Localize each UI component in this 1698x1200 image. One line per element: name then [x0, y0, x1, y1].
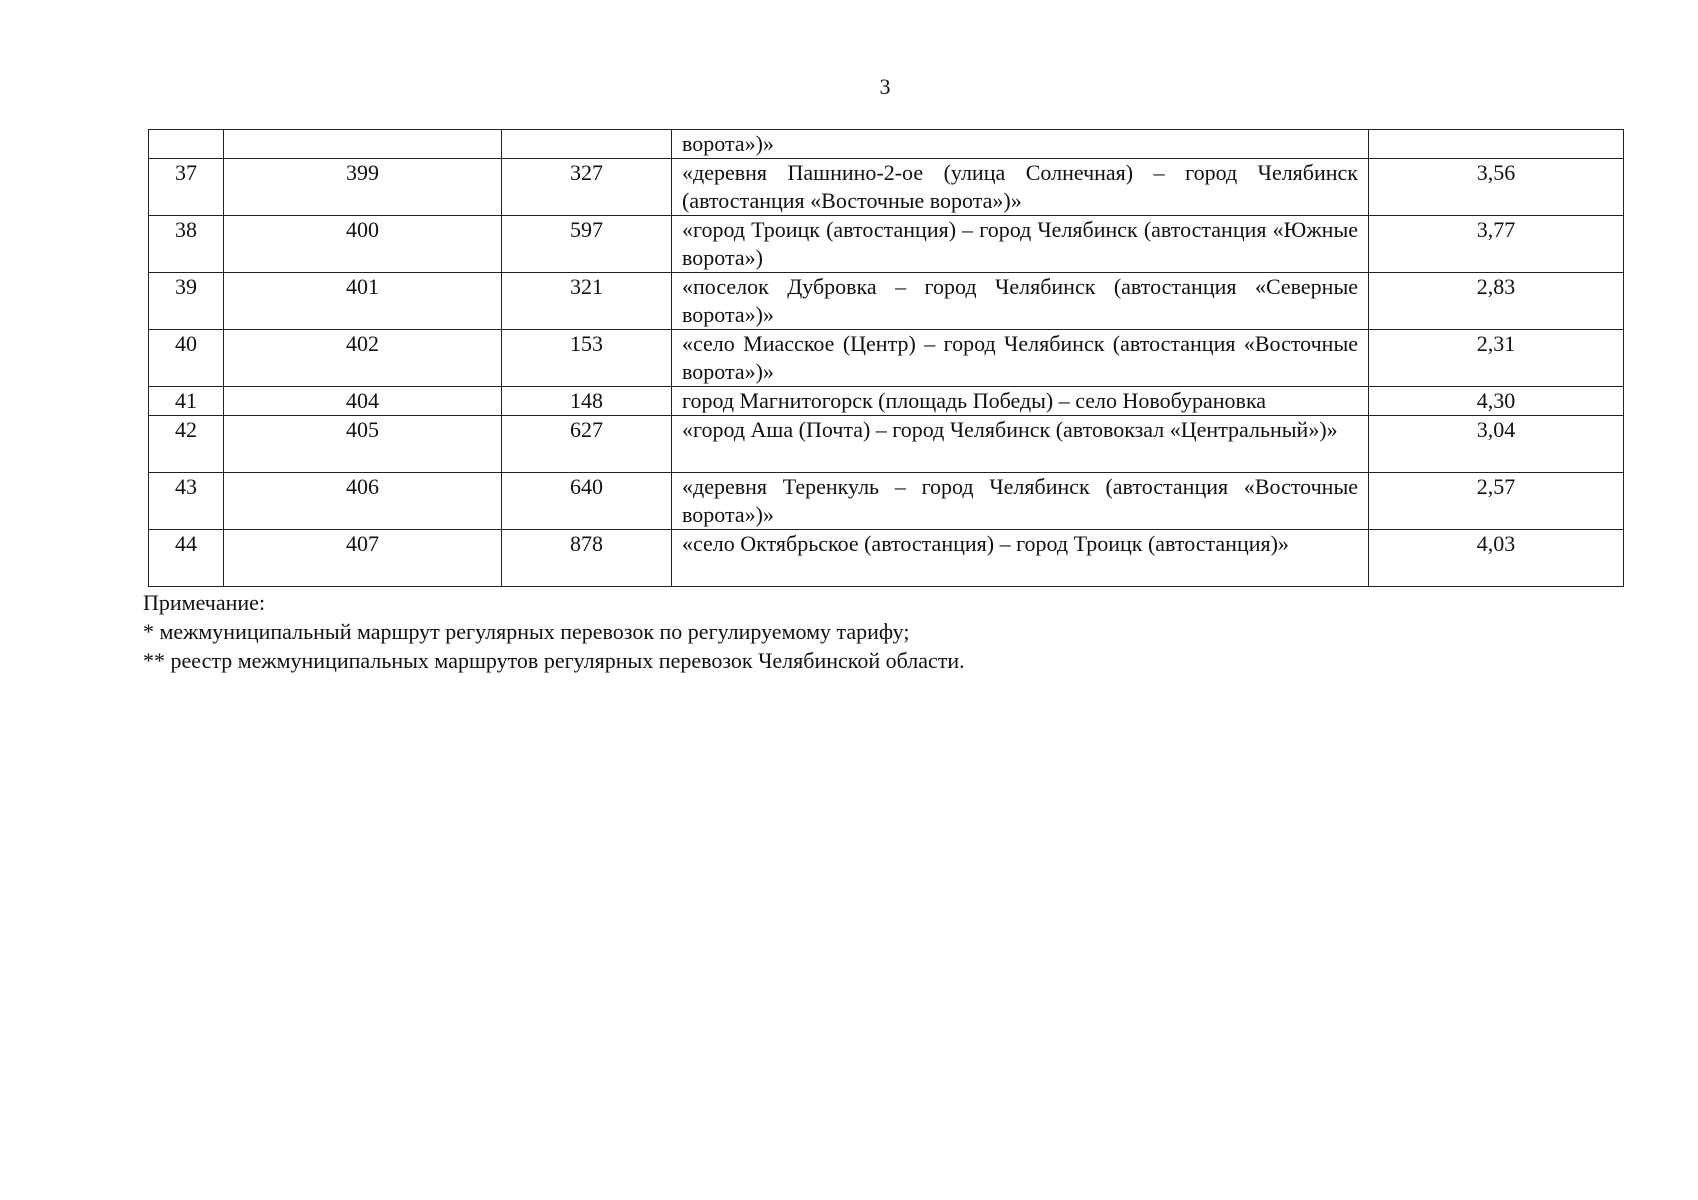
registry-number-cell: 321: [502, 273, 672, 330]
route-number-cell: 405: [224, 416, 502, 473]
row-number-cell: [149, 130, 224, 159]
route-name-cell: ворота»)»: [672, 130, 1369, 159]
table-row: [149, 273, 1624, 330]
registry-number-cell: [502, 130, 672, 159]
route-name-cell: «город Троицк (автостанция) – город Челябинск (автостанция «Южные ворота»): [672, 216, 1369, 273]
row-number-cell: 42: [149, 416, 224, 473]
table-row: [149, 416, 1624, 473]
registry-number-cell: 627: [502, 416, 672, 473]
route-name-cell: «деревня Теренкуль – город Челябинск (автостанция «Восточные ворота»)»: [672, 473, 1369, 530]
route-number-cell: [224, 130, 502, 159]
route-name-cell: город Магнитогорск (площадь Победы) – село Новобурановка: [672, 387, 1369, 416]
tariff-cell: 2,57: [1369, 473, 1624, 530]
route-name-cell: «поселок Дубровка – город Челябинск (автостанция «Северные ворота»)»: [672, 273, 1369, 330]
route-name-cell: «деревня Пашнино-2-ое (улица Солнечная) – город Челябинск (автостанция «Восточные ворота»)»: [672, 159, 1369, 216]
tariff-cell: 2,31: [1369, 330, 1624, 387]
row-number-cell: 44: [149, 530, 224, 587]
route-number-cell: 407: [224, 530, 502, 587]
route-number-cell: 404: [224, 387, 502, 416]
tariff-cell: 2,83: [1369, 273, 1624, 330]
table-row: [149, 530, 1624, 587]
table-row: [149, 473, 1624, 530]
registry-number-cell: 597: [502, 216, 672, 273]
route-number-cell: 401: [224, 273, 502, 330]
table-row: [149, 330, 1624, 387]
route-name-cell: «город Аша (Почта) – город Челябинск (автовокзал «Центральный»)»: [672, 416, 1369, 473]
note-regulated-tariff: * межмуниципальный маршрут регулярных перевозок по регулируемому тарифу;: [143, 619, 910, 644]
route-number-cell: 406: [224, 473, 502, 530]
table-row: [149, 130, 1624, 159]
row-number-cell: 43: [149, 473, 224, 530]
table-row: [149, 216, 1624, 273]
route-number-cell: 399: [224, 159, 502, 216]
tariff-cell: [1369, 130, 1624, 159]
registry-number-cell: 640: [502, 473, 672, 530]
row-number-cell: 38: [149, 216, 224, 273]
row-number-cell: 41: [149, 387, 224, 416]
notes-section: [143, 588, 965, 675]
route-number-cell: 400: [224, 216, 502, 273]
registry-number-cell: 878: [502, 530, 672, 587]
route-name-cell: «село Октябрьское (автостанция) – город Троицк (автостанция)»: [672, 530, 1369, 587]
registry-number-cell: 327: [502, 159, 672, 216]
row-number-cell: 37: [149, 159, 224, 216]
tariff-cell: 3,04: [1369, 416, 1624, 473]
page-number: 3: [879, 74, 891, 99]
tariff-cell: 4,03: [1369, 530, 1624, 587]
note-route-registry: ** реестр межмуниципальных маршрутов регулярных перевозок Челябинской области.: [143, 648, 965, 673]
row-number-cell: 39: [149, 273, 224, 330]
tariff-cell: 4,30: [1369, 387, 1624, 416]
registry-number-cell: 153: [502, 330, 672, 387]
route-name-cell: «село Миасское (Центр) – город Челябинск (автостанция «Восточные ворота»)»: [672, 330, 1369, 387]
routes-table: [148, 129, 1624, 587]
tariff-cell: 3,56: [1369, 159, 1624, 216]
table-row: [149, 159, 1624, 216]
route-number-cell: 402: [224, 330, 502, 387]
registry-number-cell: 148: [502, 387, 672, 416]
tariff-cell: 3,77: [1369, 216, 1624, 273]
row-number-cell: 40: [149, 330, 224, 387]
table-row: [149, 387, 1624, 416]
notes-heading: Примечание:: [143, 590, 266, 615]
